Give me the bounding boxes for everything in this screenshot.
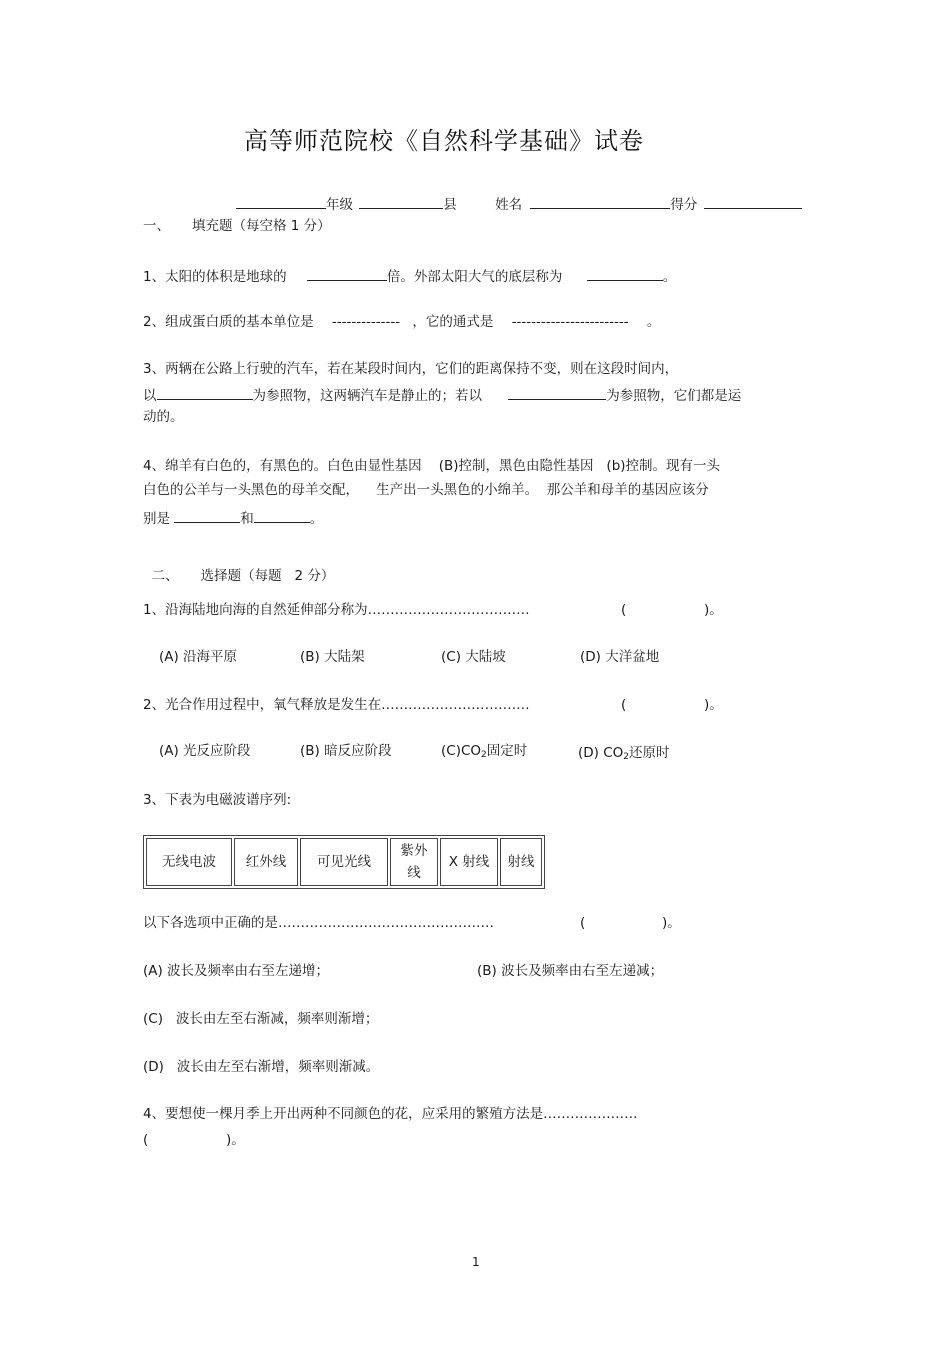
- county-label: 县: [443, 197, 457, 213]
- s2-q2-answer-close: )。: [704, 697, 723, 713]
- s2-question-2: 2、光合作用过程中，氧气释放是发生在……………………………: [143, 697, 530, 713]
- s2-q1-option-b: (B) 大陆架: [300, 649, 365, 665]
- s1-q1-text-c: 。: [662, 269, 677, 285]
- s2-q4-answer-close: )。: [226, 1132, 245, 1148]
- s2-q1-option-c: (C) 大陆坡: [441, 649, 506, 665]
- s2-q4-answer-open: (: [143, 1132, 149, 1148]
- score-blank: [704, 196, 802, 209]
- s2-question-1: 1、沿海陆地向海的自然延伸部分称为………………………………: [143, 602, 530, 618]
- s2-q3-answer-open: (: [580, 915, 586, 931]
- spectrum-cell-visible: 可见光线: [300, 838, 388, 886]
- s1-q3-text-a: 以: [143, 388, 157, 404]
- section2-number: 二、: [151, 567, 179, 584]
- grade-label: 年级: [326, 197, 353, 213]
- section1-heading: [143, 220, 331, 234]
- s1-q3-blank-1: [157, 387, 253, 400]
- spectrum-cell-ultraviolet-line-2: 线: [407, 865, 421, 881]
- s1-q1-blank-2: [587, 268, 663, 281]
- s1-q2-text-b: ，它的通式是: [412, 314, 494, 330]
- s1-q1-text-b: 倍。外部太阳大气的底层称为: [386, 269, 563, 285]
- spectrum-cell-ultraviolet: [390, 838, 438, 886]
- s2-q2-option-c: [441, 745, 527, 760]
- s2-q1-option-a: (A) 沿海平原: [159, 649, 238, 665]
- s1-q4-text-a: 别是: [143, 511, 170, 527]
- spectrum-cell-radio: 无线电波: [146, 838, 232, 886]
- s1-q1-blank-1: [307, 268, 387, 281]
- s1-question-3-line-3: 动的。: [143, 409, 184, 425]
- s1-q2-dash-1: --------------: [331, 314, 401, 330]
- s2-q3-option-a: (A) 波长及频率由右至左递增；: [143, 963, 330, 979]
- s2-q2-option-d-post: 还原时: [629, 745, 670, 761]
- s2-q2-option-c-pre: (C)CO: [441, 743, 482, 759]
- s1-question-3-line-1: 3、两辆在公路上行驶的汽车，若在某段时间内，它们的距离保持不变，则在这段时间内，: [143, 361, 679, 377]
- page-title: 高等师范院校《自然科学基础》试卷: [244, 127, 644, 155]
- s2-q3-option-b: (B) 波长及频率由右至左递减；: [477, 963, 664, 979]
- table-row: [146, 838, 542, 886]
- class-blank: [236, 196, 326, 209]
- s2-q2-option-d-pre: (D) CO: [578, 745, 624, 761]
- s2-q2-option-d: [578, 747, 670, 762]
- s1-question-4-line-1: 4、绵羊有白色的，有黑色的。白色由显性基因 (B)控制，黑色由隐性基因 (b)控制。现有一头: [143, 458, 721, 474]
- section1-number: 一、: [143, 218, 170, 234]
- spectrum-cell-gamma: 射线: [500, 838, 542, 886]
- s1-q4-text-c: 。: [309, 511, 324, 527]
- grade-blank: [359, 196, 443, 209]
- s1-q4-blank-1: [174, 510, 240, 523]
- spectrum-cell-ultraviolet-line-1: 紫外: [400, 843, 428, 859]
- spectrum-table: [143, 835, 545, 889]
- name-blank: [530, 196, 670, 209]
- s1-question-3-line-2: [143, 387, 741, 404]
- s1-q2-dash-2: ------------------------: [511, 314, 629, 330]
- s1-q3-text-b: 为参照物，这两辆汽车是静止的；若以: [252, 388, 482, 404]
- s1-question-4-line-2: 白色的公羊与一头黑色的母羊交配， 生产出一头黑色的小绵羊。 那公羊和母羊的基因应该分: [143, 482, 709, 498]
- section1-title: 填充题（每空格 1 分）: [192, 218, 331, 234]
- score-label: 得分: [670, 197, 698, 213]
- s2-q2-answer-open: (: [621, 697, 627, 713]
- info-line: [236, 196, 802, 213]
- s2-q1-answer-close: )。: [704, 602, 723, 618]
- s1-q4-text-b: 和: [240, 511, 254, 527]
- spectrum-cell-xray: X 射线: [440, 838, 498, 886]
- s2-q3-option-c: (C) 波长由左至右渐减，频率则渐增；: [143, 1011, 379, 1027]
- s1-q3-text-c: 为参照物，它们都是运: [606, 388, 742, 404]
- s1-question-4-line-3: [143, 510, 323, 527]
- section2-title: 选择题（每题 2 分）: [200, 567, 335, 584]
- s2-q2-option-c-post: 固定时: [486, 743, 528, 759]
- s1-q3-blank-2: [508, 387, 606, 400]
- s2-q2-option-a: (A) 光反应阶段: [159, 743, 251, 759]
- s2-q2-option-b: (B) 暗反应阶段: [300, 743, 392, 759]
- s2-q2-option-d-sub: 2: [623, 752, 630, 762]
- page-number: 1: [472, 1255, 480, 1269]
- s2-q3-prompt: 以下各选项中正确的是…………………………………………: [143, 915, 494, 931]
- s2-q2-option-c-sub: 2: [481, 750, 487, 760]
- name-label: 姓名: [495, 197, 523, 213]
- s1-q1-text-a: 1、太阳的体积是地球的: [143, 269, 287, 285]
- section2-heading: [143, 556, 334, 583]
- s1-q4-blank-2: [254, 510, 310, 523]
- s1-q2-text-a: 2、组成蛋白质的基本单位是: [143, 314, 314, 330]
- spectrum-cell-infrared: 红外线: [234, 838, 298, 886]
- s2-q3-option-d: (D) 波长由左至右渐增，频率则渐减。: [143, 1059, 380, 1075]
- s2-q1-answer-open: (: [621, 602, 627, 618]
- s2-q1-option-d: (D) 大洋盆地: [580, 649, 660, 665]
- s1-question-1: [143, 268, 676, 285]
- s2-question-4: 4、要想使一棵月季上开出两种不同颜色的花，应采用的繁殖方法是…………………: [143, 1106, 638, 1122]
- s1-q2-text-c: 。: [646, 314, 661, 330]
- s1-question-2: [143, 316, 660, 330]
- s2-q3-answer-close: )。: [662, 915, 681, 931]
- s2-question-3: 3、下表为电磁波谱序列:: [143, 792, 292, 808]
